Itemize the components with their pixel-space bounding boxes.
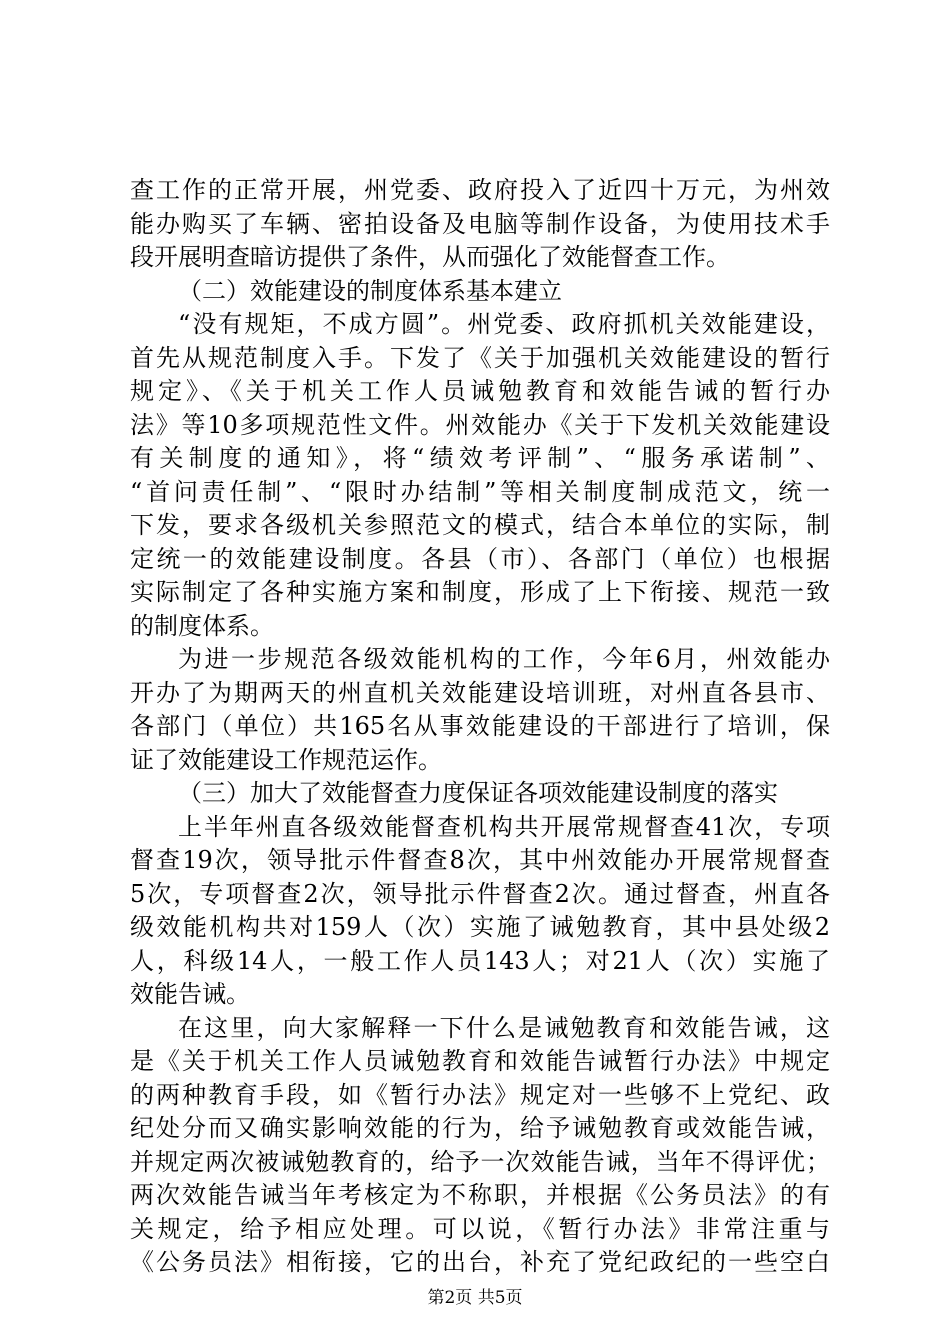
- text-line: “没有规矩，不成方圆”。州党委、政府抓机关效能建设，: [178, 310, 830, 338]
- text-line: 段开展明查暗访提供了条件，从而强化了效能督查工作。: [130, 243, 730, 271]
- text-line: 级效能机构共对159人（次）实施了诫勉教育，其中县处级2: [130, 913, 830, 941]
- text-line: 证了效能建设工作规范运作。: [130, 745, 442, 774]
- text-line: 5次，专项督查2次，领导批示件督查2次。通过督查，州直各: [130, 879, 830, 908]
- text-line: 的制度体系。: [130, 611, 274, 640]
- text-line: 在这里，向大家解释一下什么是诫勉教育和效能告诫，这: [178, 1013, 830, 1042]
- text-line: 督查19次，领导批示件督查8次，其中州效能办开展常规督查: [130, 846, 830, 874]
- document-body: [130, 174, 830, 1280]
- text-line: 并规定两次被诫勉教育的，给予一次效能告诫，当年不得评优；: [130, 1147, 830, 1176]
- text-line: 纪处分而又确实影响效能的行为，给予诫勉教育或效能告诫，: [130, 1114, 830, 1142]
- text-line: “首问责任制”、“限时办结制”等相关制度制成范文，统一: [130, 477, 830, 506]
- text-line: 人，科级14人，一般工作人员143人；对21人（次）实施了: [130, 946, 830, 975]
- text-line: 关规定，给予相应处理。可以说，《暂行办法》非常注重与: [130, 1214, 830, 1243]
- text-line: 定统一的效能建设制度。各县（市）、各部门（单位）也根据: [130, 544, 830, 573]
- text-line: 实际制定了各种实施方案和制度，形成了上下衔接、规范一致: [130, 578, 830, 606]
- text-line: （三）加大了效能督查力度保证各项效能建设制度的落实: [178, 779, 778, 807]
- page-footer: 第2页 共5页: [427, 1288, 523, 1308]
- text-line: 能办购买了车辆、密拍设备及电脑等制作设备，为使用技术手: [130, 209, 830, 238]
- text-line: 《公务员法》相衔接，它的出台，补充了党纪政纪的一些空白: [130, 1248, 830, 1276]
- text-line: 首先从规范制度入手。下发了《关于加强机关效能建设的暂行: [130, 343, 830, 372]
- text-line: 是《关于机关工作人员诫勉教育和效能告诫暂行办法》中规定: [130, 1047, 830, 1075]
- text-line: 查工作的正常开展，州党委、政府投入了近四十万元，为州效: [130, 176, 830, 204]
- text-line: 的两种教育手段，如《暂行办法》规定对一些够不上党纪、政: [130, 1080, 830, 1109]
- text-line: 规定》、《关于机关工作人员诫勉教育和效能告诫的暂行办: [130, 377, 830, 405]
- text-line: （二）效能建设的制度体系基本建立: [178, 276, 562, 305]
- text-line: 有关制度的通知》，将“绩效考评制”、“服务承诺制”、: [130, 444, 830, 472]
- text-line: 效能告诫。: [130, 980, 250, 1008]
- text-line: 下发，要求各级机关参照范文的模式，结合本单位的实际，制: [130, 511, 830, 539]
- text-line: 两次效能告诫当年考核定为不称职，并根据《公务员法》的有: [130, 1181, 830, 1209]
- text-line: 上半年州直各级效能督查机构共开展常规督查41次，专项: [178, 812, 830, 841]
- text-line: 各部门（单位）共165名从事效能建设的干部进行了培训，保: [130, 712, 830, 740]
- text-line: 开办了为期两天的州直机关效能建设培训班，对州直各县市、: [130, 678, 830, 707]
- text-line: 法》等10多项规范性文件。州效能办《关于下发机关效能建设: [130, 410, 830, 439]
- text-line: 为进一步规范各级效能机构的工作，今年6月，州效能办: [178, 645, 830, 673]
